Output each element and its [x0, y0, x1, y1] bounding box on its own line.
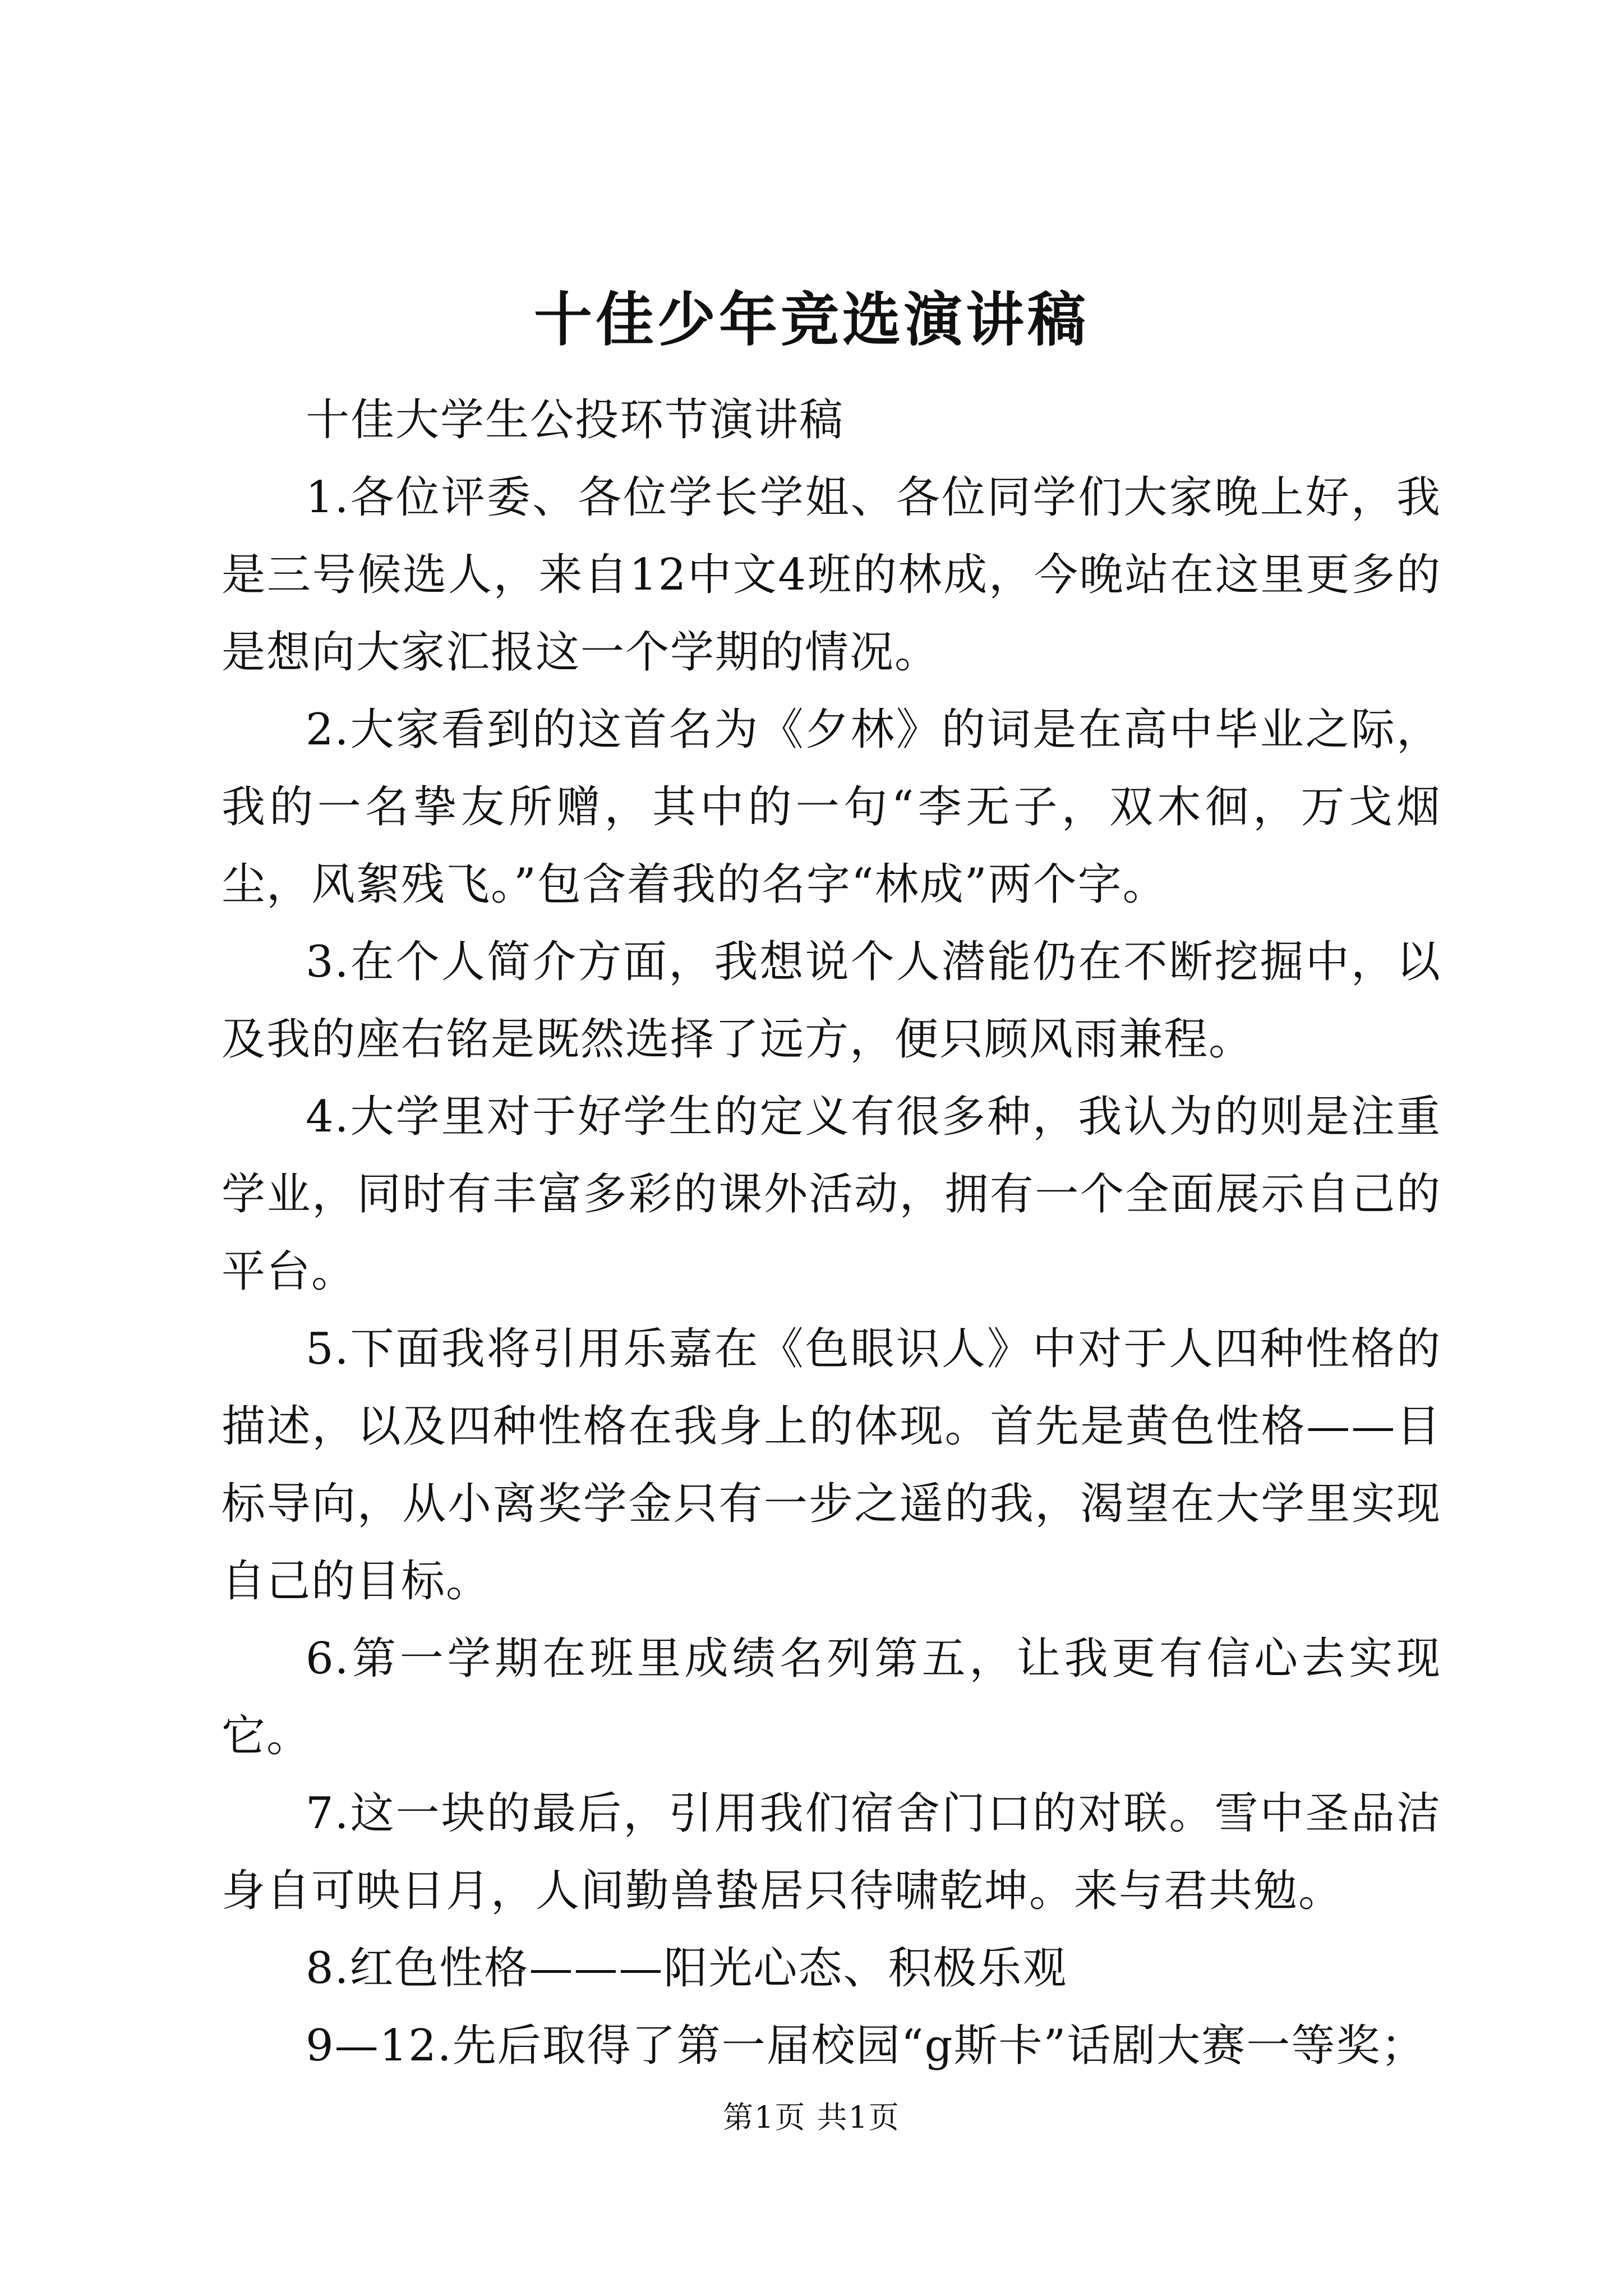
paragraph-9-12: 9—12.先后取得了第一届校园“g斯卡”话剧大赛一等奖； — [306, 2021, 1426, 2071]
paragraph-4: 4.大学里对于好学生的定义有很多种，我认为的则是注重学业，同时有丰富多彩的课外活动，拥有一个全面展示自己的平台。 — [222, 1092, 1441, 1297]
paragraph-8: 8.红色性格———阳光心态、积极乐观 — [306, 1943, 1068, 1994]
paragraph-6: 6.第一学期在班里成绩名列第五，让我更有信心去实现它。 — [222, 1634, 1441, 1761]
paragraph-7: 7.这一块的最后，引用我们宿舍门口的对联。雪中圣品洁身自可映日月，人间勤兽蛰居只待啸乾坤。来与君共勉。 — [222, 1788, 1441, 1916]
paragraph-subtitle: 十佳大学生公投环节演讲稿 — [306, 395, 845, 445]
paragraph-3: 3.在个人简介方面，我想说个人潜能仍在不断挖掘中，以及我的座右铭是既然选择了远方，便只顾风雨兼程。 — [222, 937, 1441, 1065]
paragraph-1: 1.各位评委、各位学长学姐、各位同学们大家晚上好，我是三号候选人，来自12中文4班的林成，今晚站在这里更多的是想向大家汇报这一个学期的情况。 — [222, 472, 1441, 678]
document-title: 十佳少年竞选演讲稿 — [533, 285, 1089, 354]
paragraph-5: 5.下面我将引用乐嘉在《色眼识人》中对于人四种性格的描述，以及四种性格在我身上的体现。首先是黄色性格——目标导向，从小离奖学金只有一步之遥的我，渴望在大学里实现自己的目标。 — [222, 1324, 1441, 1607]
document-body — [222, 381, 1441, 2085]
page-footer: 第1页 共1页 — [723, 2100, 900, 2135]
paragraph-2: 2.大家看到的这首名为《夕林》的词是在高中毕业之际，我的一名挚友所赠，其中的一句“李无子，双木徊，万戈烟尘，风絮残飞。”包含着我的名字“林成”两个字。 — [222, 705, 1441, 910]
